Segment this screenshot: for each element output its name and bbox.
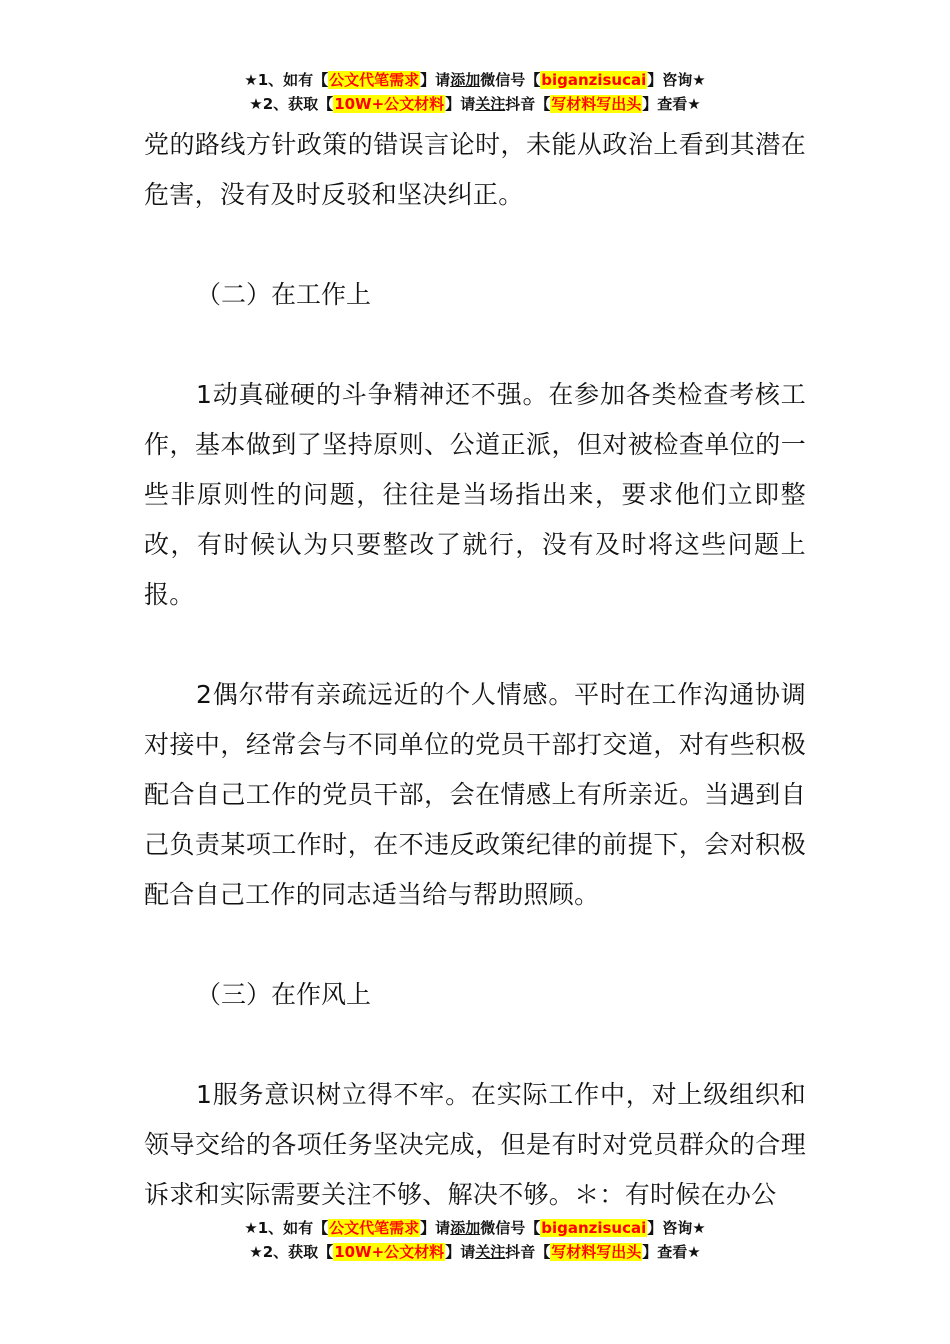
banner-line-2: ★2、获取【10W+公文材料】请关注抖音【写材料写出头】查看★ — [249, 95, 701, 113]
header-ad-banner — [0, 68, 950, 116]
douyin-account: 写材料写出头 — [551, 1243, 642, 1261]
banner-line-1: ★1、如有【公文代笔需求】请添加微信号【biganzisucai】咨询★ — [244, 1219, 706, 1237]
highlight-tag: 10W+公文材料 — [334, 1243, 445, 1261]
banner-line-1: ★1、如有【公文代笔需求】请添加微信号【biganzisucai】咨询★ — [244, 71, 706, 89]
footer-ad-banner — [0, 1216, 950, 1264]
paragraph-work-2: 2偶尔带有亲疏远近的个人情感。平时在工作沟通协调对接中，经常会与不同单位的党员干部打交道，对有些积极配合自己工作的党员干部，会在情感上有所亲近。当遇到自己负责某项工作时，在不违反政策纪律的前提下，会对积极配合自己工作的同志适当给与帮助照顾。 — [144, 680, 806, 909]
section-heading-style: （三）在作风上 — [196, 980, 372, 1009]
paragraph-style-1: 1服务意识树立得不牢。在实际工作中，对上级组织和领导交给的各项任务坚决完成，但是有时对党员群众的合理诉求和实际需要关注不够、解决不够。＊：有时候在办公 — [144, 1080, 806, 1209]
section-heading-work: （二）在工作上 — [196, 280, 372, 309]
wechat-id: biganzisucai — [541, 71, 647, 89]
wechat-id: biganzisucai — [541, 1219, 647, 1237]
highlight-tag: 公文代笔需求 — [329, 1219, 420, 1237]
douyin-account: 写材料写出头 — [551, 95, 642, 113]
highlight-tag: 10W+公文材料 — [334, 95, 445, 113]
paragraph-continued: 党的路线方针政策的错误言论时，未能从政治上看到其潜在危害，没有及时反驳和坚决纠正。 — [144, 130, 806, 209]
banner-line-2: ★2、获取【10W+公文材料】请关注抖音【写材料写出头】查看★ — [249, 1243, 701, 1261]
highlight-tag: 公文代笔需求 — [329, 71, 420, 89]
paragraph-work-1: 1动真碰硬的斗争精神还不强。在参加各类检查考核工作，基本做到了坚持原则、公道正派，但对被检查单位的一些非原则性的问题，往往是当场指出来，要求他们立即整改，有时候认为只要整改了就行，没有及时将这些问题上报。 — [144, 380, 806, 609]
document-body — [144, 120, 806, 1220]
